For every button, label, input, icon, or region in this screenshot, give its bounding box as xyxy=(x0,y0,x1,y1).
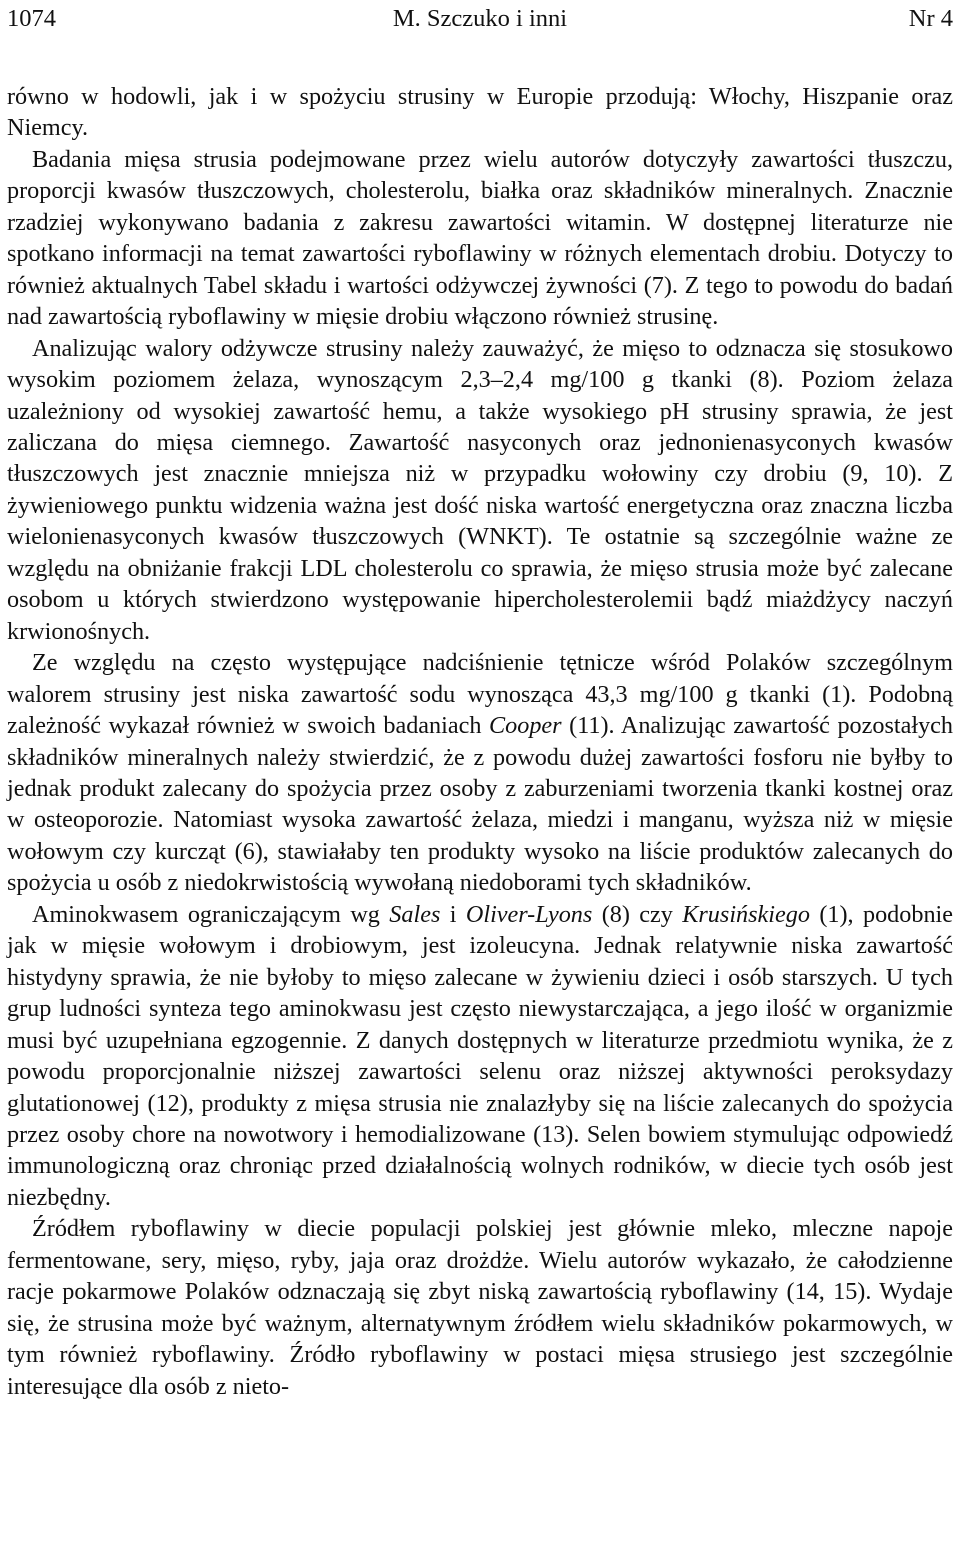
paragraph-5-text-c: (8) czy xyxy=(592,900,683,928)
page-header xyxy=(7,2,953,36)
paragraph-4-text-a: Ze względu na często występujące nadciśnienie tętnicze wśród Polaków szczególnym walorem strusiny jest niska zawartość sodu wynosząca 43,3 mg/100 g tkanki (1). Podobną zależność wykazał również w swoich badaniach xyxy=(7,649,953,740)
body-text xyxy=(7,81,953,1402)
paragraph-2: Badania mięsa strusia podejmowane przez wielu autorów dotyczyły zawartości tłuszczu, proporcji kwasów tłuszczowych, cholesterolu, białka oraz składników mineralnych. Znacznie rzadziej wykonywano badania z zakresu zawartości witamin. W dostępnej literaturze nie spotkano informacji na temat zawartości ryboflawiny w różnych elementach drobiu. Dotyczy to również aktualnych Tabel składu i wartości odżywczej żywności (7). Z tego to powodu do badań nad zawartością ryboflawiny w mięsie drobiu włączono również strusinę. xyxy=(7,145,953,331)
running-title: M. Szczuko i inni xyxy=(392,5,568,32)
author-sales: Sales xyxy=(389,900,441,928)
author-krusinski: Krusińskiego xyxy=(682,900,810,928)
paragraph-3: Analizując walory odżywcze strusiny należy zauważyć, że mięso to odznacza się stosukowo wysokim poziomem żelaza, wynoszącym 2,3–2,4 mg/100 g tkanki (8). Poziom żelaza uzależniony od wysokiej zawartość hemu, a także wysokiego pH strusiny sprawia, że jest zaliczana do mięsa ciemnego. Zawartość nasyconych oraz jednonienasyconych kwasów tłuszczowych jest znacznie mniejsza niż w przypadku wołowiny czy drobiu (9, 10). Z żywieniowego punktu widzenia ważna jest dość niska wartość energetyczna oraz znaczna liczba wielonienasyconych kwasów tłuszczowych (WNKT). Te ostatnie są szczególnie ważne ze względu na obniżanie frakcji LDL cholesterolu co sprawia, że mięso strusia może być zalecane osobom u których stwierdzono występowanie hipercholesterolemii bądź miażdżycy naczyń krwionośnych. xyxy=(7,334,953,645)
paragraph-6: Źródłem ryboflawiny w diecie populacji polskiej jest głównie mleko, mleczne napoje fermentowane, sery, mięso, ryby, jaja oraz drożdże. Wielu autorów wykazało, że całodzienne racje pokarmowe Polaków odznaczają się zbyt niską zawartością ryboflawiny (14, 15). Wydaje się, że strusina może być ważnym, alternatywnym źródłem wielu składników pokarmowych, w tym również ryboflawiny. Źródło ryboflawiny w postaci mięsa strusiego jest szczególnie interesujące dla osób z nieto- xyxy=(7,1215,953,1400)
issue-number: Nr 4 xyxy=(908,5,953,32)
paragraph-1: równo w hodowli, jak i w spożyciu strusiny w Europie przodują: Włochy, Hiszpanie oraz Niemcy. xyxy=(7,83,953,142)
paragraph-5-text-d: (1), podobnie jak w mięsie wołowym i drobiowym, jest izoleucyna. Jednak relatywnie niska zawartość histydyny sprawia, że nie byłoby to mięso zalecane w żywieniu dzieci i osób starszych. U tych grup ludności synteza tego aminokwasu jest często niewystarczająca, a jego ilość w organizmie musi być uzupełniana egzogennie. Z danych dostępnych w literaturze przedmiotu wynika, że z powodu proporcjonalnie niższej zawartości selenu oraz niższej aktywności peroksydazy glutationowej (12), produkty z mięsa strusia nie znalazłyby się na liście zalecanych do spożycia przez osoby chore na nowotwory i hemodializowane (13). Selen bowiem stymulując odpowiedź immunologiczną oraz chroniąc przed działalnością wolnych rodników, w diecie tych osób jest niezbędny. xyxy=(7,900,953,1211)
document-page xyxy=(7,0,953,1402)
author-oliver-lyons: Oliver-Lyons xyxy=(465,900,593,928)
paragraph-5-text-a: Aminokwasem ograniczającym wg xyxy=(32,900,390,928)
paragraph-5 xyxy=(7,899,953,1214)
paragraph-4 xyxy=(7,647,953,899)
paragraph-4-text-b: (11). Analizując zawartość pozostałych składników mineralnych należy stwierdzić, że z powodu dużej zawartości fosforu nie byłby to jednak produkt zalecany do spożycia przez osoby z zaburzeniami tworzenia tkanki kostnej oraz w osteoporozie. Natomiast wysoka zawartość żelaza, miedzi i manganu, wyższa niż w mięsie wołowym czy kurcząt (6), stawiałaby ten produkty wysoko na liście produktów zalecanych do spożycia u osób z niedokrwistością wywołaną niedoborami tych składników. xyxy=(7,712,953,897)
page-number: 1074 xyxy=(7,5,56,32)
paragraph-5-text-b: i xyxy=(440,900,466,928)
author-cooper: Cooper xyxy=(489,712,562,740)
